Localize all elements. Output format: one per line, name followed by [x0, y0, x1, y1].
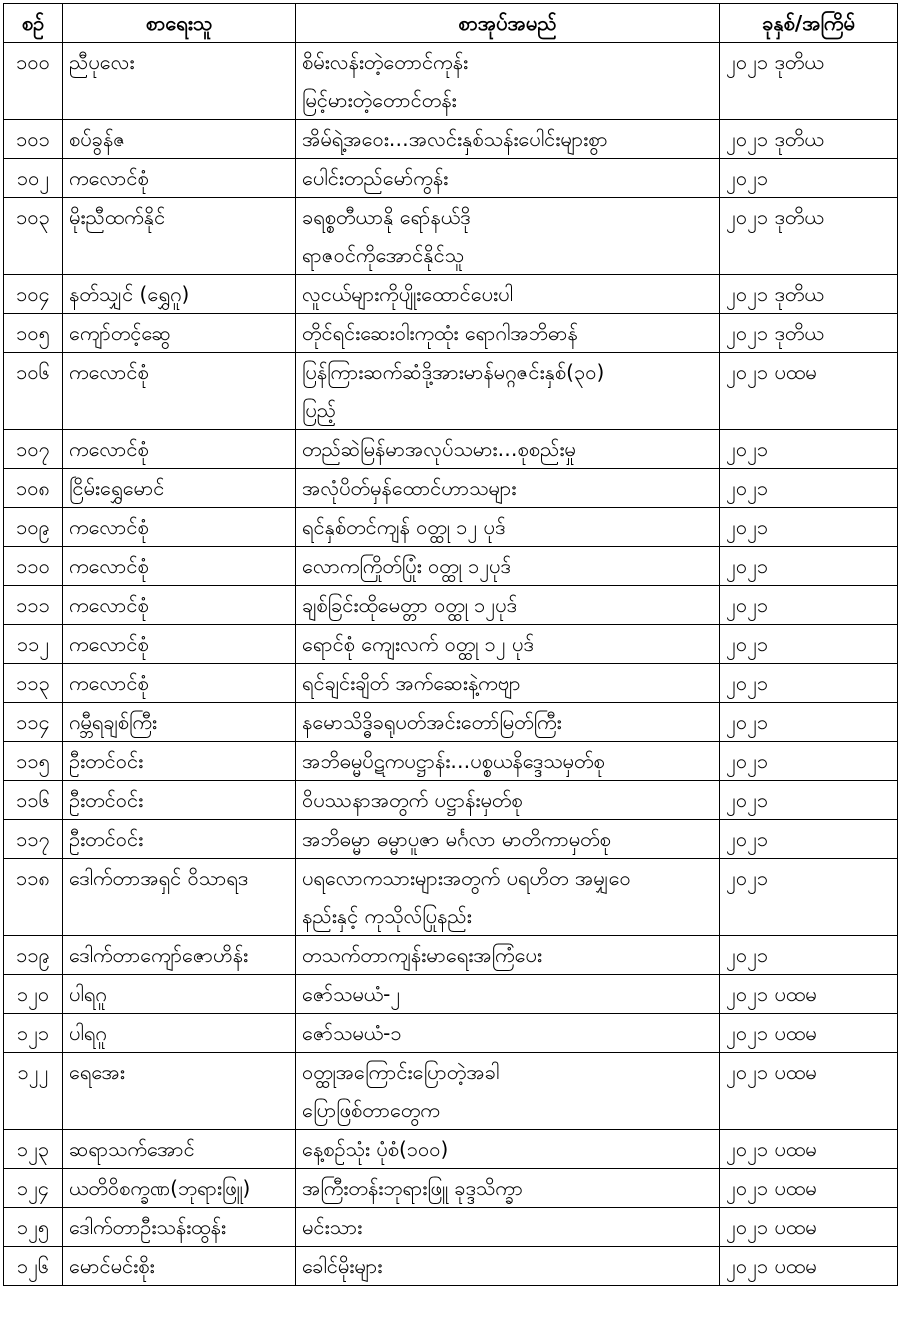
- cell-author: ညီပုလေး: [63, 43, 296, 120]
- cell-title: [296, 314, 720, 353]
- title-line: လောကကြိုတ်ပြုံး ဝတ္ထု ၁၂ပုဒ်: [302, 554, 511, 578]
- cell-title: [296, 742, 720, 781]
- title-line: ပေါင်းတည်မော်ကွန်း: [302, 166, 449, 190]
- cell-edition: ၂၀၂၁ ဒုတိယ: [720, 43, 898, 120]
- table-row: [4, 198, 898, 275]
- header-author: စာရေးသူ: [63, 4, 296, 43]
- cell-edition: ၂၀၂၁ ပထမ: [720, 1014, 898, 1053]
- cell-edition: ၂၀၂၁ ဒုတိယ: [720, 120, 898, 159]
- table-row: [4, 1169, 898, 1208]
- cell-no: ၁၀၇: [4, 430, 63, 469]
- cell-no: ၁၁၂: [4, 625, 63, 664]
- title-line: ပရလောကသားများအတွက် ပရဟိတ အမျှဝေ: [302, 866, 631, 890]
- cell-title: [296, 625, 720, 664]
- cell-title: [296, 1208, 720, 1247]
- cell-no: ၁၀၈: [4, 469, 63, 508]
- cell-title: [296, 159, 720, 198]
- cell-author: ဆရာသက်အောင်: [63, 1130, 296, 1169]
- table-row: [4, 508, 898, 547]
- cell-author: ပါရဂူ: [63, 975, 296, 1014]
- table-row: [4, 1247, 898, 1286]
- table-row: [4, 314, 898, 353]
- cell-author: ငြိမ်းရွှေမောင်: [63, 469, 296, 508]
- title-line: လူငယ်များကိုပျိုးထောင်ပေးပါ: [302, 282, 513, 306]
- table-row: [4, 586, 898, 625]
- title-line: နေ့စဉ်သုံး ပုံစံ(၁၀၀): [302, 1137, 449, 1161]
- cell-edition: ၂၀၂၁: [720, 547, 898, 586]
- cell-edition: ၂၀၂၁ ပထမ: [720, 975, 898, 1014]
- title-line: အိမ်ရဲ့အဝေး…အလင်းနှစ်သန်းပေါင်းများစွာ: [302, 127, 608, 151]
- cell-title: [296, 353, 720, 430]
- cell-edition: ၂၀၂၁: [720, 586, 898, 625]
- title-line: ရင်ချင်းချိတ် အက်ဆေးနဲ့ကဗျာ: [302, 671, 521, 695]
- cell-edition: ၂၀၂၁ ပထမ: [720, 1053, 898, 1130]
- cell-edition: ၂၀၂၁: [720, 508, 898, 547]
- table-header: [4, 4, 898, 43]
- table-row: [4, 275, 898, 314]
- cell-title: [296, 820, 720, 859]
- cell-author: နတ်သျှင် (ရွှေဂူ): [63, 275, 296, 314]
- title-line: အလုံပိတ်မှန်ထောင်ဟာသများ: [302, 476, 517, 500]
- table-body: [4, 43, 898, 1286]
- cell-title: [296, 120, 720, 159]
- title-line: ရင်နှစ်တင်ကျန် ဝတ္ထု ၁၂ ပုဒ်: [302, 515, 506, 539]
- title-line: နည်းနှင့် ကုသိုလ်ပြုနည်း: [302, 904, 472, 928]
- cell-no: ၁၁၉: [4, 936, 63, 975]
- cell-author: ဦးတင်ဝင်း: [63, 781, 296, 820]
- cell-edition: ၂၀၂၁: [720, 469, 898, 508]
- cell-author: ဦးတင်ဝင်း: [63, 820, 296, 859]
- cell-title: [296, 430, 720, 469]
- cell-title: [296, 781, 720, 820]
- cell-edition: ၂၀၂၁ ပထမ: [720, 1247, 898, 1286]
- title-line: မင်းသား: [302, 1215, 363, 1239]
- cell-edition: ၂၀၂၁: [720, 742, 898, 781]
- cell-title: [296, 703, 720, 742]
- cell-edition: ၂၀၂၁: [720, 703, 898, 742]
- table-row: [4, 1053, 898, 1130]
- header-title: စာအုပ်အမည်: [296, 4, 720, 43]
- cell-edition: ၂၀၂၁ ပထမ: [720, 1169, 898, 1208]
- cell-no: ၁၀၉: [4, 508, 63, 547]
- cell-title: [296, 198, 720, 275]
- cell-author: ရေအေး: [63, 1053, 296, 1130]
- title-line: ပြည့်: [302, 398, 337, 422]
- cell-author: ဒေါက်တာဦးသန်းထွန်း: [63, 1208, 296, 1247]
- cell-author: ပါရဂူ: [63, 1014, 296, 1053]
- title-line: ဝိပဿနာအတွက် ပဋ္ဌာန်းမှတ်စု: [302, 788, 523, 812]
- table-row: [4, 1014, 898, 1053]
- cell-edition: ၂၀၂၁: [720, 430, 898, 469]
- title-line: ခေါင်မိုးများ: [302, 1254, 383, 1278]
- cell-no: ၁၀၃: [4, 198, 63, 275]
- title-line: တည်ဆဲမြန်မာအလုပ်သမား…စုစည်းမှု: [302, 437, 576, 461]
- title-line: အကြီးတန်းဘုရားဖြူ ခုဒ္ဒသိက္ခာ: [302, 1176, 524, 1200]
- cell-title: [296, 508, 720, 547]
- title-line: နမောသိဒ္ဓိခရုပတ်အင်းတော်မြတ်ကြီး: [302, 710, 562, 734]
- cell-author: မိုးညီထက်နိုင်: [63, 198, 296, 275]
- table-row: [4, 975, 898, 1014]
- cell-title: [296, 936, 720, 975]
- table-row: [4, 703, 898, 742]
- cell-title: [296, 1130, 720, 1169]
- cell-title: [296, 586, 720, 625]
- cell-no: ၁၁၄: [4, 703, 63, 742]
- cell-no: ၁၂၆: [4, 1247, 63, 1286]
- cell-no: ၁၀၀: [4, 43, 63, 120]
- cell-edition: ၂၀၂၁ ဒုတိယ: [720, 275, 898, 314]
- cell-no: ၁၀၅: [4, 314, 63, 353]
- title-line: ရောင်စုံ ကျေးလက် ဝတ္ထု ၁၂ ပုဒ်: [302, 632, 534, 656]
- cell-edition: ၂၀၂၁: [720, 625, 898, 664]
- cell-no: ၁၂၃: [4, 1130, 63, 1169]
- cell-title: [296, 859, 720, 936]
- table-row: [4, 469, 898, 508]
- cell-edition: ၂၀၂၁: [720, 664, 898, 703]
- cell-no: ၁၁၃: [4, 664, 63, 703]
- cell-title: [296, 43, 720, 120]
- cell-no: ၁၂၄: [4, 1169, 63, 1208]
- cell-edition: ၂၀၂၁ ပထမ: [720, 1130, 898, 1169]
- title-line: ခရစ္စတီယာနို ရော်နယ်ဒို: [302, 205, 471, 229]
- cell-no: ၁၂၂: [4, 1053, 63, 1130]
- title-line: ဇော်သမယံ-၁: [302, 1021, 402, 1045]
- cell-author: ကျော်တင့်ဆွေ: [63, 314, 296, 353]
- book-list-table: [3, 3, 898, 1286]
- title-line: ပြောဖြစ်တာတွေက: [302, 1098, 440, 1122]
- title-line: စိမ်းလန်းတဲ့တောင်ကုန်း: [302, 50, 469, 74]
- table-row: [4, 664, 898, 703]
- cell-no: ၁၁၈: [4, 859, 63, 936]
- title-line: တိုင်ရင်းဆေးဝါးကုထုံး ရောဂါအဘိဓာန်: [302, 321, 578, 345]
- cell-author: ကလောင်စုံ: [63, 547, 296, 586]
- cell-no: ၁၂၀: [4, 975, 63, 1014]
- cell-title: [296, 1169, 720, 1208]
- cell-author: စပ်ခွန်ဇ: [63, 120, 296, 159]
- table-row: [4, 936, 898, 975]
- cell-title: [296, 547, 720, 586]
- title-line: တသက်တာကျန်းမာရေးအကြံပေး: [302, 943, 542, 967]
- cell-no: ၁၁၆: [4, 781, 63, 820]
- table-row: [4, 1130, 898, 1169]
- cell-title: [296, 275, 720, 314]
- table-row: [4, 430, 898, 469]
- cell-title: [296, 469, 720, 508]
- cell-edition: ၂၀၂၁ ပထမ: [720, 1208, 898, 1247]
- title-line: အဘိဓမ္မာ ဓမ္မာပူဇာ မင်္ဂလာ မာတိကာမှတ်စု: [302, 827, 611, 851]
- cell-no: ၁၁၇: [4, 820, 63, 859]
- title-line: မြင့်မားတဲ့တောင်တန်း: [302, 88, 457, 112]
- cell-edition: ၂၀၂၁: [720, 159, 898, 198]
- cell-edition: ၂၀၂၁ ဒုတိယ: [720, 198, 898, 275]
- cell-no: ၁၀၂: [4, 159, 63, 198]
- cell-no: ၁၁၁: [4, 586, 63, 625]
- cell-author: မောင်မင်းစိုး: [63, 1247, 296, 1286]
- cell-author: ဂမ္ဘီရချစ်ကြီး: [63, 703, 296, 742]
- cell-title: [296, 1014, 720, 1053]
- table-row: [4, 859, 898, 936]
- cell-title: [296, 664, 720, 703]
- cell-author: ဒေါက်တာကျော်ဇောဟိန်း: [63, 936, 296, 975]
- cell-edition: ၂၀၂၁ ဒုတိယ: [720, 314, 898, 353]
- cell-no: ၁၀၁: [4, 120, 63, 159]
- title-line: ပြန်ကြားဆက်ဆံဒို့အားမာန်မဂ္ဂဇင်းနှစ်(၃၀): [302, 360, 605, 384]
- table-row: [4, 1208, 898, 1247]
- table-row: [4, 742, 898, 781]
- table-row: [4, 547, 898, 586]
- title-line: ချစ်ခြင်းထိုမေတ္တာ ဝတ္ထု ၁၂ပုဒ်: [302, 593, 517, 617]
- title-line: ဝတ္ထုအကြောင်းပြောတဲ့အခါ: [302, 1060, 500, 1084]
- table-row: [4, 159, 898, 198]
- cell-title: [296, 1053, 720, 1130]
- table-row: [4, 353, 898, 430]
- cell-edition: ၂၀၂၁: [720, 859, 898, 936]
- cell-author: ကလောင်စုံ: [63, 664, 296, 703]
- cell-no: ၁၂၁: [4, 1014, 63, 1053]
- cell-author: ကလောင်စုံ: [63, 430, 296, 469]
- cell-edition: ၂၀၂၁: [720, 820, 898, 859]
- table-row: [4, 820, 898, 859]
- cell-edition: ၂၀၂၁: [720, 936, 898, 975]
- cell-no: ၁၁၀: [4, 547, 63, 586]
- table-row: [4, 43, 898, 120]
- cell-title: [296, 975, 720, 1014]
- header-no: စဉ်: [4, 4, 63, 43]
- table-row: [4, 120, 898, 159]
- cell-edition: ၂၀၂၁ ပထမ: [720, 353, 898, 430]
- cell-author: ကလောင်စုံ: [63, 508, 296, 547]
- cell-author: ကလောင်စုံ: [63, 586, 296, 625]
- header-edition: ခုနှစ်/အကြိမ်: [720, 4, 898, 43]
- cell-no: ၁၀၄: [4, 275, 63, 314]
- cell-author: ကလောင်စုံ: [63, 159, 296, 198]
- cell-author: ဒေါက်တာအရှင် ဝိသာရဒ: [63, 859, 296, 936]
- cell-no: ၁၂၅: [4, 1208, 63, 1247]
- cell-author: ကလောင်စုံ: [63, 353, 296, 430]
- table-row: [4, 625, 898, 664]
- header-row: [4, 4, 898, 43]
- cell-author: ဦးတင်ဝင်း: [63, 742, 296, 781]
- cell-author: ယတိဝိစက္ခဏ(ဘုရားဖြူ): [63, 1169, 296, 1208]
- cell-no: ၁၀၆: [4, 353, 63, 430]
- cell-edition: ၂၀၂၁: [720, 781, 898, 820]
- table-row: [4, 781, 898, 820]
- cell-author: ကလောင်စုံ: [63, 625, 296, 664]
- cell-title: [296, 1247, 720, 1286]
- title-line: ရာဇဝင်ကိုအောင်နိုင်သူ: [302, 243, 465, 267]
- title-line: အဘိဓမ္မပိဋကပဋ္ဌာန်း…ပစ္စယနိဒ္ဒေသမှတ်စု: [302, 749, 605, 773]
- title-line: ဇော်သမယံ-၂: [302, 982, 401, 1006]
- cell-no: ၁၁၅: [4, 742, 63, 781]
